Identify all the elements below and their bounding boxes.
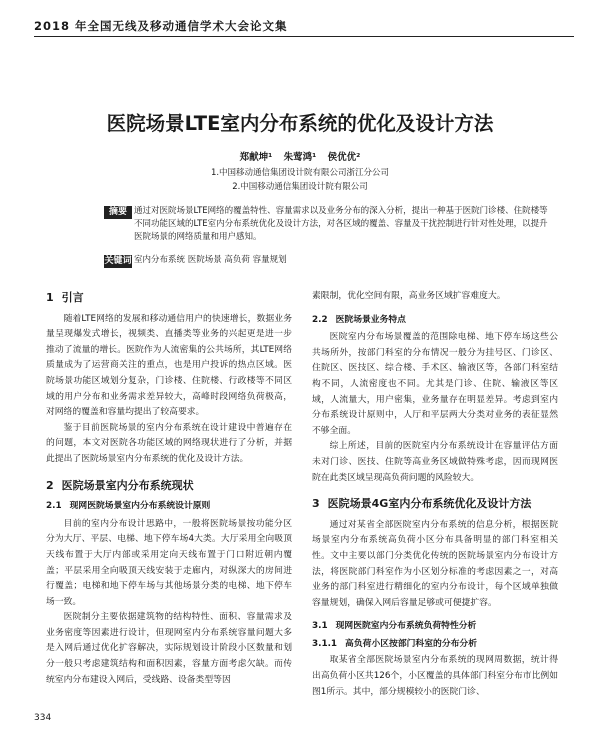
paragraph: 随着LTE网络的发展和移动通信用户的快速增长，数据业务量呈现爆发式增长，视频类、直播类等业务的兴起更是进一步推动了流量的增长。医院作为人流密集的公共场所，其LTE网络质量成为了运营商关注的重点，也是用户投诉的热点区域。医院场景功能区域划分复杂，门诊楼、住院楼、行政楼等不同区域的用户分布和业务需求差异较大，高峰时段网络负荷极高，对网络的覆盖和容量均提出了较高要求。 <box>46 313 292 418</box>
paragraph: 鉴于目前医院场景的室内分布系统在设计建设中普遍存在的问题，本文对医院各功能区域的网络现状进行了分析，并据此提出了医院场景室内分布系统的优化及设计方法。 <box>46 422 292 464</box>
paragraph: 医院室内分布场景覆盖的范围除电梯、地下停车场这些公共场所外，按部门科室的分布情况一般分为挂号区、门诊区、住院区、医技区、综合楼、手术区、输液区等，各部门科室结构不同，人流密度也不同。尤其是门诊、住院、输液区等区域，人流量大，用户密集，业务量存在明显差异。考虑到室内分布系统设计原则中，人厅和平层两大分类对业务的表征显然不够全面。 <box>312 332 558 436</box>
keywords-tag: 关键词 <box>104 256 132 266</box>
abstract-tag: 摘要 <box>104 206 132 219</box>
affiliation: 2.中国移动通信集团设计院有限公司 <box>232 182 368 192</box>
section-heading: 1 引言 <box>46 291 84 304</box>
subsection-heading: 2.1 现网医院场景室内分布系统设计原则 <box>46 501 211 512</box>
keywords-text: 室内分布系统 医院场景 高负荷 容量规划 <box>134 255 287 265</box>
header-rule <box>34 36 574 37</box>
paragraph: 医院制分主要依据建筑物的结构特性、面积、容量需求及业务密度等因素进行设计，但现网室内分布系统容量问题大多是入网后通过优化扩容解决，实际规划设计阶段小区数量和划分一般只考虑建筑结构和面积因素，容量方面考虑欠缺。而传统室内分布建设入网后，受线路、设备类型等因 <box>46 612 292 685</box>
paper-title: 医院场景LTE室内分布系统的优化及设计方法 <box>106 112 494 135</box>
paragraph: 取某省全部医院场景室内分布系统的现网周数据，统计得出高负荷小区共126个，小区覆盖的具体部门科室分布市比例如图1所示。其中，部分规模较小的医院门诊、 <box>312 655 558 697</box>
page-number: 334 <box>34 713 52 723</box>
author-name: 郑献坤¹ <box>239 152 273 163</box>
abstract-text: 通过对医院场景LTE网络的覆盖特性、容量需求以及业务分布的深入分析，提出一种基于医院门诊楼、住院楼等不同功能区域的LTE室内分布系统优化及设计方法，对各区域的覆盖、容量及干扰控制进行针对性处理，以提升医院场景的网络质量和用户感知。 <box>134 206 548 242</box>
subsection-heading: 3.1 现网医院室内分布系统负荷特性分析 <box>312 621 477 632</box>
section-heading: 3 医院场景4G室内分布系统优化及设计方法 <box>312 497 532 511</box>
author-list <box>0 149 600 163</box>
author-name: 侯优优² <box>327 152 361 163</box>
subsection-heading: 2.2 医院场景业务特点 <box>312 314 406 325</box>
paragraph: 综上所述，目前的医院室内分布系统设计在容量评估方面未对门诊、医技、住院等高业务区域做特殊考虑，因而现网医院在此类区域呈现高负荷问题的风险较大。 <box>312 441 558 483</box>
keywords-block <box>104 254 554 267</box>
paragraph: 目前的室内分布设计思路中，一般将医院场景按功能分区分为大厅、平层、电梯、地下停车场4大类。大厅采用全向吸顶天线布置于大厅内部或采用定向天线布置于门口附近朝内覆盖；平层采用全向吸顶天线安装于走廊内，对纵深大的房间进行覆盖；电梯和地下停车场与其他场景分类的电梯、地下停车场一致。 <box>46 518 292 607</box>
section-heading: 2 医院场景室内分布系统现状 <box>46 478 194 492</box>
running-head: 2018 年全国无线及移动通信学术大会论文集 <box>34 19 288 33</box>
affiliation: 1.中国移动通信集团设计院有限公司浙江分公司 <box>210 168 390 178</box>
paragraph: 通过对某省全部医院室内分布系统的信息分析，根据医院场景室内分布系统高负荷小区分布具备明显的部门科室相关性。文中主要以部门分类优化传统的医院场景室内分布设计方法，将医院部门科室作为小区划分标准的考虑因素之一，对高业务的部门科室进行精细化的室内分布设计，每个区域单独做容量规划，确保入网后容量足够或可便捷扩容。 <box>312 519 558 608</box>
right-column <box>312 289 558 700</box>
paragraph: 素限制，优化空间有限，高业务区域扩容难度大。 <box>312 291 506 301</box>
left-column <box>46 280 292 688</box>
abstract-block <box>104 205 554 244</box>
subsubsection-heading: 3.1.1 高负荷小区按部门科室的分布分析 <box>312 638 478 649</box>
author-name: 朱莺鸿¹ <box>283 152 317 163</box>
